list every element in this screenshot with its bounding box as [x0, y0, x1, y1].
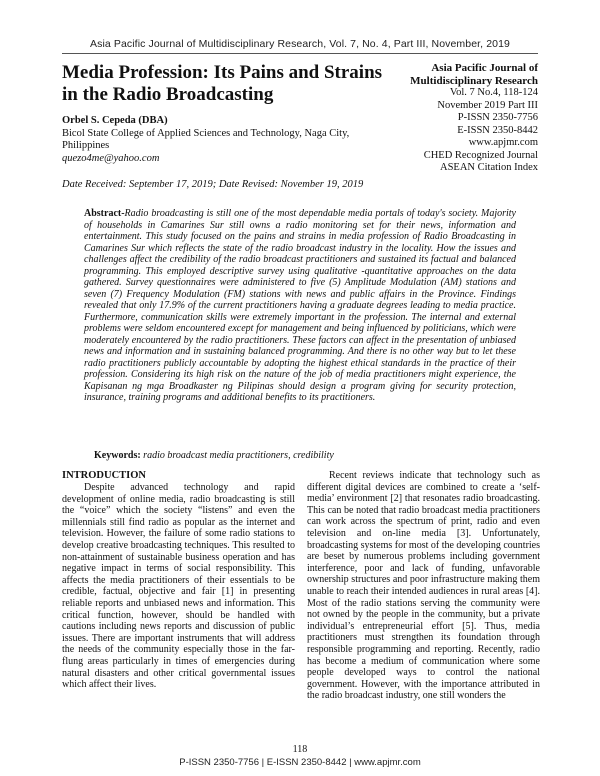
journal-issue: November 2019 Part III	[437, 99, 538, 111]
body-paragraph: Despite advanced technology and rapid development of online media, radio broadcasting is still the “voice” which the society “listens” and even the millennials still find radio as popular as the internet and television. However, the failure of some radio stations to develop creative broadcasting techniques. This resulted to non-attainment of sustainable business operation and has negative impact in terms of social responsibility. This affects the media practitioners of their essentials to be credible, factual, objective and fair [1] in presenting reliable reports and unbiased news and information. This critical function, however, should be handled with cautions including news reports and discussion of public issues. There are important instruments that will address the needs of the community especially those in the far-flung areas particularly in times of emergencies during natural disasters and other critical governmental issues which affect their lives.	[62, 482, 295, 691]
journal-info-box	[388, 62, 538, 175]
abstract	[84, 208, 516, 404]
header-rule	[62, 53, 538, 54]
section-heading-introduction: INTRODUCTION	[62, 470, 147, 481]
journal-volume: Vol. 7 No.4, 118-124	[449, 87, 538, 98]
journal-website[interactable]: www.apjmr.com	[468, 137, 538, 148]
running-header: Asia Pacific Journal of Multidisciplinary Research, Vol. 7, No. 4, Part III, November, 2019	[90, 38, 510, 50]
author-name: Orbel S. Cepeda (DBA)	[62, 115, 168, 126]
left-column	[62, 470, 295, 691]
page-footer: P-ISSN 2350-7756 | E-ISSN 2350-8442 | www.apjmr.com	[179, 757, 421, 768]
keywords-label: Keywords:	[94, 450, 141, 461]
author-affiliation: Bicol State College of Applied Sciences and Technology, Naga City, Philippines	[62, 127, 350, 151]
journal-ched: CHED Recognized Journal	[423, 149, 538, 161]
abstract-label: Abstract-	[84, 208, 125, 219]
journal-name-line1: Asia Pacific Journal of	[431, 62, 538, 74]
keywords-text: radio broadcast media practitioners, credibility	[140, 450, 334, 461]
keywords	[94, 450, 514, 462]
journal-asean: ASEAN Citation Index	[440, 162, 538, 173]
author-email[interactable]: quezo4me@yahoo.com	[62, 152, 160, 164]
journal-pissn: P-ISSN 2350-7756	[457, 112, 538, 123]
page-number: 118	[292, 744, 308, 755]
abstract-text: Radio broadcasting is still one of the most dependable media portals of today's society. Majority of households in Camarines Sur still owns a radio monitoring set for their news, information and entertainment. This study focused on the pains and strains in media profession of Radio Broadcasting in Camarines Sur which reflects the state of the radio broadcast industry in the locality. How the issues and challenges affect the credibility of the radio broadcast practitioners and sustained its factual and balanced programming. This employed descriptive survey using qualitative -quantitative approaches on the data gathered. Survey questionnaires were administered to five (5) Amplitude Modulation (AM) stations and seven (7) Frequency Modulation (FM) stations with news and public affairs in the Province. Findings revealed that only 17.9% of the current practitioners having a graduate degrees leading to media practice. Furthermore, communication skills were extremely important in the profession. The internal and external problems were seldom encountered except for management and being influenced by politicians, which were moderately encountered by the radio practitioners. These factors can affect in the presentation of unbiased news and information and in sustaining balanced programming. And there is no other way but to let these radio practitioners publicly accountable by adopting the highest ethical standards in the practice of their profession. Considering its high risk on the nature of the job of media practitioners might experience, the Kapisanan ng mga Broadkaster ng Pilipinas should design a program giving for security protection, insurance, training programs and additional benefits to its practitioners.	[84, 208, 516, 403]
journal-name-line2: Multidisciplinary Research	[410, 74, 538, 87]
article-title: Media Profession: Its Pains and Strains in the Radio Broadcasting	[62, 62, 383, 105]
right-column	[307, 470, 540, 702]
author-block	[62, 115, 392, 165]
body-paragraph: Recent reviews indicate that technology such as different digital devices are combined to create a ‘self-media’ environment [2] that resonates radio broadcasting. This can be noted that radio broadcast media practitioners can work across the spectrum of print, radio and even television and on-line media [3]. Unfortunately, broadcasting systems for most of the developing countries are beset by numerous problems including government interference, poor and lack of funding, unfavorable ownership structures and poor infrastructure making them unable to reach their intended audiences in rural areas [4]. Most of the radio stations serving the community were not owned by the people in the community, but a private individual’s entrepreneurial effort [5]. Thus, media practitioners must strengthen its foundation through responsible programming and reporting. Recently, radio has become a medium of communication where some people developed ways to control the national government. However, with the importance attributed in the radio broadcast industry, one still wonders the	[307, 470, 541, 702]
article-dates: Date Received: September 17, 2019; Date Revised: November 19, 2019	[62, 179, 364, 190]
journal-eissn: E-ISSN 2350-8442	[457, 124, 538, 136]
